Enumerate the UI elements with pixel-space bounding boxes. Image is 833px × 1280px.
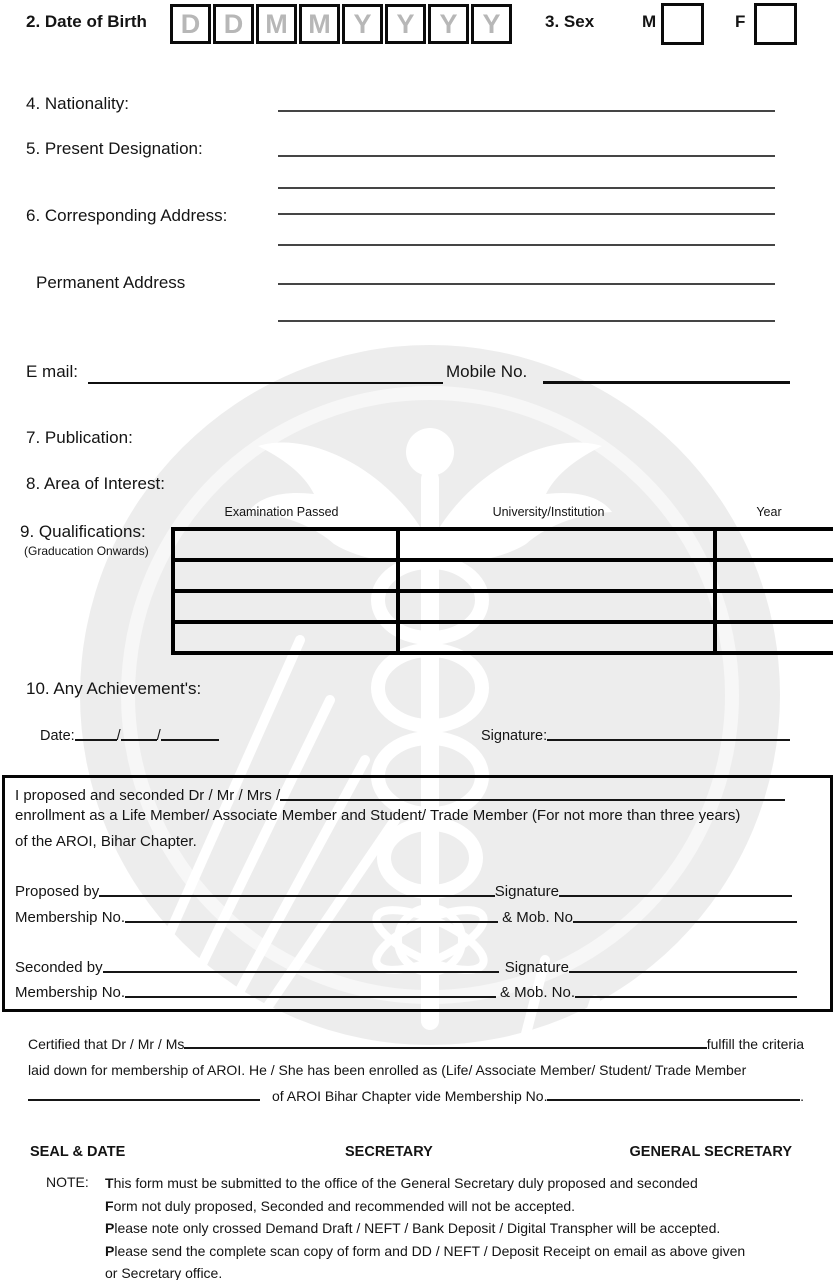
corresponding-address-line-1[interactable] bbox=[278, 213, 775, 215]
designation-line-2[interactable] bbox=[278, 187, 775, 189]
signature-line[interactable] bbox=[547, 739, 790, 741]
secretary-label: SECRETARY bbox=[345, 1144, 433, 1160]
dob-cell[interactable]: Y bbox=[428, 4, 469, 44]
date-slash: / bbox=[156, 728, 161, 744]
qualifications-label: 9. Qualifications: bbox=[20, 522, 146, 541]
corresponding-address-line-2[interactable] bbox=[278, 244, 775, 246]
publication-label: 7. Publication: bbox=[26, 428, 133, 447]
proposal-line1-text: I proposed and seconded Dr / Mr / Mrs / bbox=[15, 787, 281, 804]
vide-membership-label: of AROI Bihar Chapter vide Membership No. bbox=[272, 1088, 548, 1104]
corresponding-address-label: 6. Corresponding Address: bbox=[26, 206, 228, 225]
qualification-cell[interactable] bbox=[173, 560, 398, 591]
qualification-cell[interactable] bbox=[715, 560, 833, 591]
proposed-by-line[interactable] bbox=[99, 895, 495, 897]
dob-cell[interactable]: M bbox=[256, 4, 297, 44]
date-label: Date: bbox=[40, 728, 75, 744]
achievements-label: 10. Any Achievement's: bbox=[26, 679, 202, 698]
dob-cell[interactable]: Y bbox=[385, 4, 426, 44]
date-day-line[interactable] bbox=[75, 739, 117, 741]
table-header-examination: Examination Passed bbox=[224, 505, 339, 519]
proposed-mob-label: & Mob. No bbox=[502, 909, 573, 926]
fulfill-criteria-label: fulfill the criteria bbox=[706, 1036, 804, 1052]
sex-label: 3. Sex bbox=[545, 12, 595, 31]
proposed-signature-line[interactable] bbox=[559, 895, 792, 897]
designation-line-1[interactable] bbox=[278, 155, 775, 157]
designation-label: 5. Present Designation: bbox=[26, 139, 203, 158]
permanent-address-line-1[interactable] bbox=[278, 283, 775, 285]
proposed-mob-line[interactable] bbox=[573, 921, 797, 923]
qualifications-table bbox=[171, 527, 833, 655]
table-header-year: Year bbox=[756, 505, 782, 519]
proposed-membership-line[interactable] bbox=[125, 921, 498, 923]
area-of-interest-label: 8. Area of Interest: bbox=[26, 474, 165, 493]
proposal-line-2: enrollment as a Life Member/ Associate Member and Student/ Trade Member (For not more than three years) bbox=[15, 807, 741, 824]
dob-cell[interactable]: Y bbox=[342, 4, 383, 44]
seconded-by-line[interactable] bbox=[103, 971, 499, 973]
sex-female-label: F bbox=[735, 12, 746, 31]
note-label: NOTE: bbox=[46, 1174, 89, 1190]
note-line: This form must be submitted to the office of the General Secretary duly proposed and seconded bbox=[105, 1175, 698, 1191]
dob-cell[interactable]: Y bbox=[471, 4, 512, 44]
seconded-signature-label: Signature bbox=[504, 959, 569, 976]
signature-row bbox=[481, 722, 790, 744]
qualification-cell[interactable] bbox=[173, 529, 398, 560]
dob-label: 2. Date of Birth bbox=[26, 12, 147, 31]
dob-cell[interactable]: M bbox=[299, 4, 340, 44]
dob-cell[interactable]: D bbox=[213, 4, 254, 44]
sex-male-label: M bbox=[642, 12, 657, 31]
date-year-line[interactable] bbox=[161, 739, 219, 741]
qualification-cell[interactable] bbox=[173, 591, 398, 622]
permanent-address-label: Permanent Address bbox=[36, 273, 186, 292]
certification-section bbox=[28, 1026, 804, 1104]
seconded-membership-row bbox=[15, 979, 797, 1001]
mobile-label: Mobile No. bbox=[446, 362, 528, 381]
certified-membership-no-line[interactable] bbox=[547, 1099, 800, 1101]
signature-label: Signature: bbox=[481, 728, 548, 744]
proposed-by-label: Proposed by bbox=[15, 883, 100, 900]
qualification-cell[interactable] bbox=[398, 622, 715, 653]
note-line: Form not duly proposed, Seconded and recommended will not be accepted. bbox=[105, 1197, 576, 1214]
dob-cell[interactable]: D bbox=[170, 4, 211, 44]
seconded-mob-label: & Mob. No. bbox=[499, 984, 575, 1001]
note-line: or Secretary office. bbox=[105, 1265, 223, 1280]
certified-that-label: Certified that Dr / Mr / Ms bbox=[28, 1036, 185, 1052]
member-type-line[interactable] bbox=[28, 1099, 260, 1101]
seconded-membership-label: Membership No. bbox=[15, 984, 126, 1001]
table-header-university: University/Institution bbox=[492, 505, 605, 519]
qualification-cell[interactable] bbox=[398, 591, 715, 622]
date-month-line[interactable] bbox=[121, 739, 157, 741]
proposal-box bbox=[2, 775, 833, 1012]
seal-date-label: SEAL & DATE bbox=[30, 1144, 126, 1160]
certification-line-1 bbox=[28, 1026, 804, 1052]
seconded-mob-line[interactable] bbox=[575, 996, 797, 998]
proposal-line-3: of the AROI, Bihar Chapter. bbox=[15, 833, 197, 850]
sex-female-checkbox[interactable] bbox=[754, 3, 797, 45]
email-line[interactable] bbox=[88, 382, 443, 384]
permanent-address-line-2[interactable] bbox=[278, 320, 775, 322]
proposal-line-1 bbox=[15, 782, 820, 804]
note-line: Please note only crossed Demand Draft / NEFT / Bank Deposit / Digital Transpher will be accepted. bbox=[105, 1220, 721, 1236]
seconded-signature-line[interactable] bbox=[569, 971, 797, 973]
qualifications-sublabel: (Graducation Onwards) bbox=[24, 544, 149, 558]
proposed-membership-label: Membership No. bbox=[15, 909, 126, 926]
qualification-cell[interactable] bbox=[715, 591, 833, 622]
sex-male-checkbox[interactable] bbox=[661, 3, 704, 45]
mobile-line[interactable] bbox=[543, 381, 790, 384]
proposal-name-line[interactable] bbox=[280, 799, 785, 801]
qualification-cell[interactable] bbox=[173, 622, 398, 653]
certification-period: . bbox=[800, 1088, 804, 1104]
note-line: Please send the complete scan copy of form and DD / NEFT / Deposit Receipt on email as above given bbox=[105, 1242, 746, 1259]
seconded-by-label: Seconded by bbox=[15, 959, 103, 976]
date-slash: / bbox=[116, 728, 121, 744]
date-row bbox=[40, 722, 240, 744]
proposed-by-row bbox=[15, 878, 792, 900]
proposed-membership-row bbox=[15, 904, 797, 926]
qualification-cell[interactable] bbox=[715, 529, 833, 560]
certification-line-2: laid down for membership of AROI. He / She has been enrolled as (Life/ Associate Member/ Student/ Trade Member bbox=[28, 1062, 747, 1078]
qualification-cell[interactable] bbox=[398, 529, 715, 560]
nationality-line[interactable] bbox=[278, 110, 775, 112]
note-lines bbox=[105, 1172, 805, 1280]
email-label: E mail: bbox=[26, 362, 78, 381]
seconded-membership-line[interactable] bbox=[125, 996, 496, 998]
dob-cell-group bbox=[170, 4, 512, 44]
nationality-label: 4. Nationality: bbox=[26, 94, 129, 113]
qualification-cell[interactable] bbox=[715, 622, 833, 653]
general-secretary-label: GENERAL SECRETARY bbox=[629, 1144, 792, 1160]
qualification-cell[interactable] bbox=[398, 560, 715, 591]
seconded-by-row bbox=[15, 954, 797, 976]
proposed-signature-label: Signature bbox=[494, 883, 559, 900]
certification-line-3 bbox=[28, 1078, 804, 1104]
certified-name-line[interactable] bbox=[184, 1047, 706, 1049]
